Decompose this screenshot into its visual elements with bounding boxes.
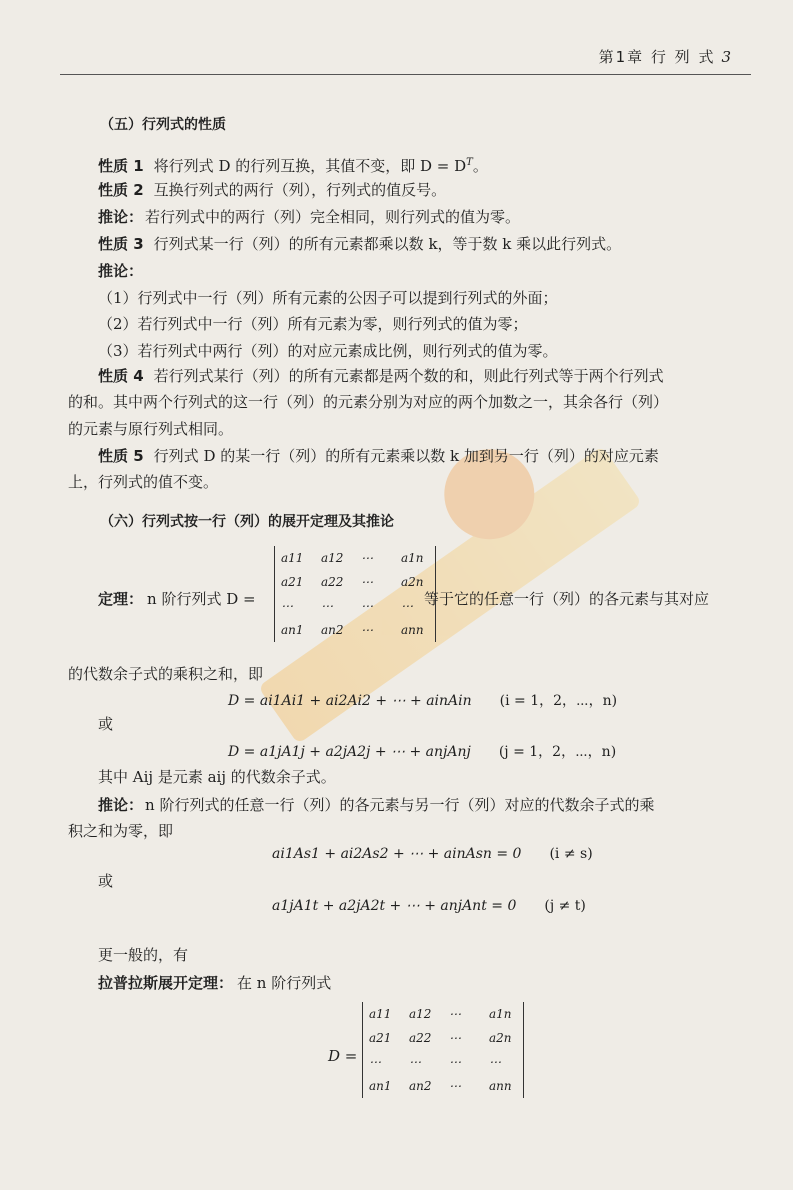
det-cell: an2 [321, 623, 344, 637]
corollary-3-line2: 积之和为零，即 [68, 822, 174, 840]
corollary-item: （3）若行列式中两行（列）的对应元素成比例，则行列式的值为零。 [98, 342, 558, 360]
det-cell: ann [489, 1079, 512, 1093]
det-cell: an1 [281, 623, 304, 637]
det-cell: ⋯ [401, 599, 413, 613]
corollary-2: 推论： [98, 262, 144, 280]
det-cell: a22 [409, 1031, 432, 1045]
property-4-line2: 的和。其中两个行列式的这一行（列）的元素分别为对应的两个加数之一，其余各行（列） [68, 393, 669, 411]
corollary-item: （2）若行列式中一行（列）所有元素为零，则行列式的值为零； [98, 315, 528, 333]
property-5-line2: 上，行列式的值不变。 [68, 473, 219, 491]
det-cell: an2 [409, 1079, 432, 1093]
property-1: 性质 1 将行列式 D 的行列互换，其值不变，即 $D = D^T$。 [98, 157, 488, 175]
det-cell: an1 [369, 1079, 392, 1093]
det-cell: ⋯ [489, 1055, 501, 1069]
det-cell: ⋯ [449, 1055, 461, 1069]
or-text: 或 [98, 872, 114, 890]
det-cell: ⋯ [321, 599, 333, 613]
determinant-2-label: D = [328, 1047, 358, 1065]
det-cell: a2n [489, 1031, 512, 1045]
page-header [60, 46, 733, 67]
det-cell: ann [401, 623, 424, 637]
property-4-line3: 的元素与原行列式相同。 [68, 420, 234, 438]
laplace-theorem: 拉普拉斯展开定理： 在 n 阶行列式 [98, 974, 332, 992]
det-cell: a21 [369, 1031, 392, 1045]
equation-column-expansion: D = a1jA1j + a2jA2j + ⋯ + anjAnj (j = 1，2，⋯，n) [228, 744, 617, 760]
equation-row-expansion: D = ai1Ai1 + ai2Ai2 + ⋯ + ainAin (i = 1，2，⋯，n) [228, 693, 618, 709]
property-5: 性质 5 行列式 D 的某一行（列）的所有元素乘以数 k 加到另一行（列）的对应元素 [98, 447, 659, 465]
det-cell: ⋯ [361, 623, 373, 637]
chapter-title: 第1章 行 列 式 [598, 48, 716, 66]
det-cell: ⋯ [361, 599, 373, 613]
corollary-3: 推论： n 阶行列式的任意一行（列）的各元素与另一行（列）对应的代数余子式的乘 [98, 796, 655, 814]
page-number: 3 [721, 48, 733, 66]
property-4: 性质 4 若行列式某行（列）的所有元素都是两个数的和，则此行列式等于两个行列式 [98, 367, 664, 385]
section-heading-5: （五）行列式的性质 [100, 117, 226, 133]
det-cell: a1n [401, 551, 424, 565]
det-cell: ⋯ [449, 1031, 461, 1045]
property-3: 性质 3 行列式某一行（列）的所有元素都乘以数 k，等于数 k 乘以此行列式。 [98, 235, 622, 253]
det-cell: a12 [321, 551, 344, 565]
det-cell: a11 [281, 551, 304, 565]
det-cell: a1n [489, 1007, 512, 1021]
det-cell: ⋯ [281, 599, 293, 613]
equation-orthogonal-row: ai1As1 + ai2As2 + ⋯ + ainAsn = 0 (i ≠ s) [272, 846, 593, 862]
theorem: 定理： n 阶行列式 D = [98, 590, 256, 608]
det-cell: ⋯ [361, 575, 373, 589]
general-text: 更一般的，有 [98, 946, 189, 964]
determinant-2 [362, 1002, 524, 1098]
equation-orthogonal-column: a1jA1t + a2jA2t + ⋯ + anjAnt = 0 (j ≠ t) [272, 898, 586, 914]
det-cell: a21 [281, 575, 304, 589]
property-2: 性质 2 互换行列式的两行（列），行列式的值反号。 [98, 181, 447, 199]
theorem-continuation: 等于它的任意一行（列）的各元素与其对应 [424, 590, 710, 608]
determinant-1 [274, 546, 436, 642]
det-cell: ⋯ [449, 1007, 461, 1021]
det-cell: a12 [409, 1007, 432, 1021]
det-cell: ⋯ [409, 1055, 421, 1069]
det-cell: a2n [401, 575, 424, 589]
corollary-item: （1）行列式中一行（列）所有元素的公因子可以提到行列式的外面； [98, 289, 558, 307]
det-cell: a11 [369, 1007, 392, 1021]
det-cell: a22 [321, 575, 344, 589]
det-cell: ⋯ [449, 1079, 461, 1093]
where-text: 其中 Aij 是元素 aij 的代数余子式。 [98, 768, 336, 786]
or-text: 或 [98, 715, 114, 733]
det-cell: ⋯ [361, 551, 373, 565]
section-heading-6: （六）行列式按一行（列）的展开定理及其推论 [100, 514, 394, 530]
corollary-1: 推论： 若行列式中的两行（列）完全相同，则行列式的值为零。 [98, 208, 521, 226]
header-rule [60, 74, 751, 75]
det-cell: ⋯ [369, 1055, 381, 1069]
theorem-line2: 的代数余子式的乘积之和，即 [68, 665, 264, 683]
